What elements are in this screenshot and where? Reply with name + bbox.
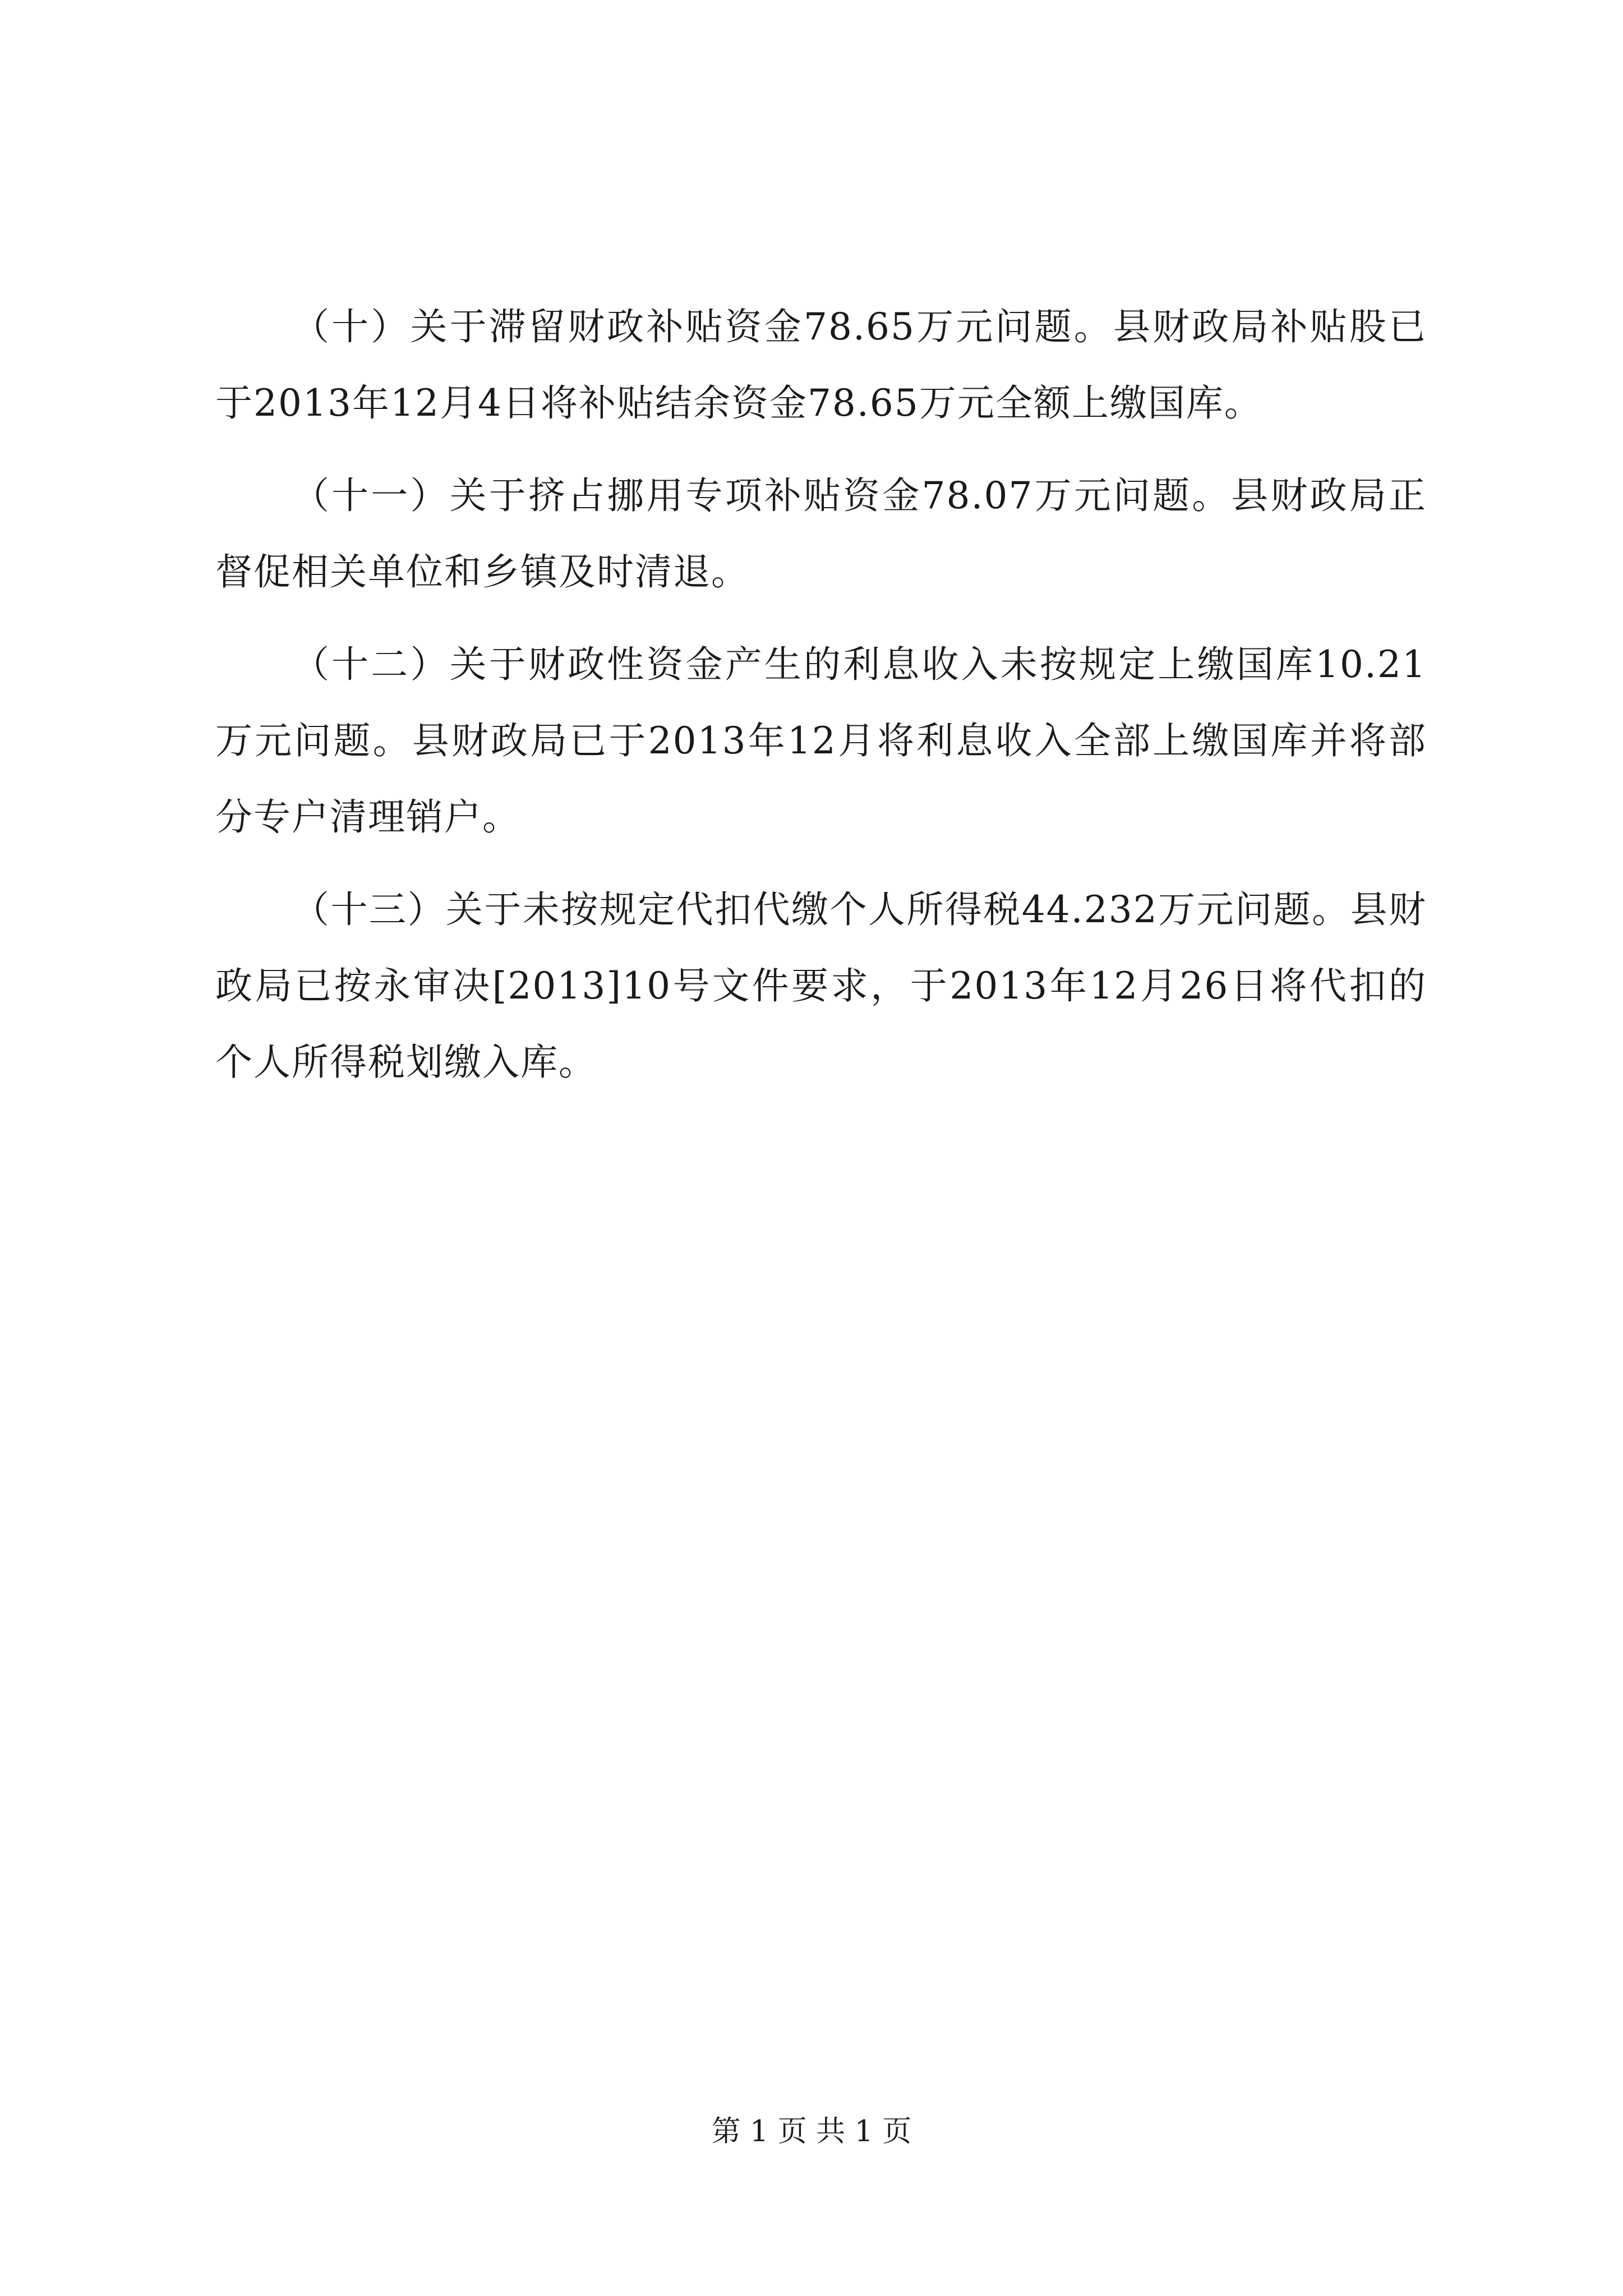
paragraph-10: （十）关于滞留财政补贴资金78.65万元问题。县财政局补贴股已于2013年12月4日将补贴结余资金78.65万元全额上缴国库。 bbox=[215, 305, 1427, 425]
document-body bbox=[215, 289, 1427, 1117]
paragraph-13: （十三）关于未按规定代扣代缴个人所得税44.232万元问题。县财政局已按永审决[2013]10号文件要求，于2013年12月26日将代扣的个人所得税划缴入库。 bbox=[215, 888, 1427, 1084]
paragraph-12: （十二）关于财政性资金产生的利息收入未按规定上缴国库10.21万元问题。县财政局已于2013年12月将利息收入全部上缴国库并将部分专户清理销户。 bbox=[215, 643, 1427, 839]
paragraph-11: （十一）关于挤占挪用专项补贴资金78.07万元问题。县财政局正督促相关单位和乡镇及时清退。 bbox=[215, 474, 1427, 593]
page-footer: 第 1 页 共 1 页 bbox=[711, 2115, 912, 2148]
